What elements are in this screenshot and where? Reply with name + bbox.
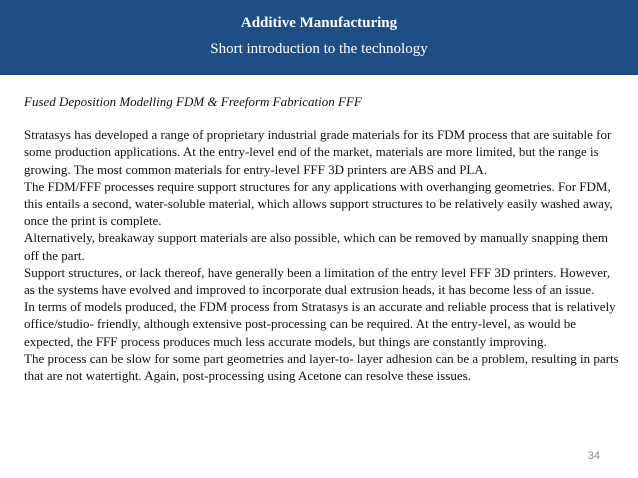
paragraph-breakaway-support: Alternatively, breakaway support materials are also possible, which can be removed by manually snapping them off the part.	[24, 230, 608, 263]
section-heading: Fused Deposition Modelling FDM & Freeform Fabrication FFF	[24, 94, 362, 109]
slide-subtitle: Short introduction to the technology	[210, 41, 428, 57]
slide-title: Additive Manufacturing	[240, 15, 398, 31]
paragraph-accuracy: In terms of models produced, the FDM process from Stratasys is an accurate and reliable process that is relatively office/studio- friendly, although extensive post-processing can be required. At the entry-level, as would be expected, the FFF process produces much less accurate models, but things are constantly improving.	[24, 299, 616, 349]
slide-body	[24, 93, 624, 384]
paragraph-speed-adhesion: The process can be slow for some part geometries and layer-to- layer adhesion can be a problem, resulting in parts that are not watertight. Again, post-processing using Acetone can resolve these issues.	[24, 350, 619, 384]
page-number: 34	[587, 450, 600, 462]
paragraph-dual-extrusion: Support structures, or lack thereof, have generally been a limitation of the entry level FFF 3D printers. However, as the systems have evolved and improved to incorporate dual extrusion heads, it has become less of an issue.	[24, 264, 611, 298]
slide-header	[0, 0, 638, 75]
paragraph-materials: Stratasys has developed a range of proprietary industrial grade materials for its FDM process that are suitable for some production applications. At the entry-level end of the market, materials are more limited, but the range is growing. The most common materials for entry-level FFF 3D printers are ABS and PLA.	[24, 127, 612, 177]
paragraph-support-structures: The FDM/FFF processes require support structures for any applications with overhanging geometries. For FDM, this entails a second, water-soluble material, which allows support structures to be relatively easily washed away, once the print is complete.	[24, 178, 613, 229]
